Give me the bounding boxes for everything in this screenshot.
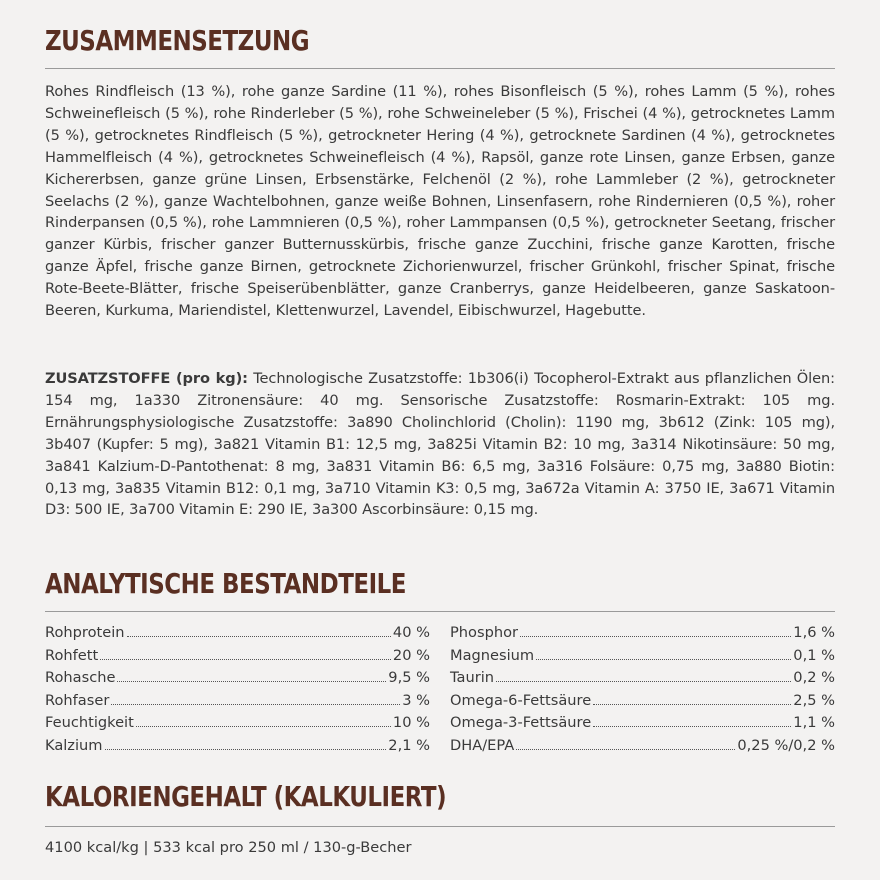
analytics-column-right: [450, 624, 835, 760]
analytics-value: 2,5 %: [793, 691, 835, 709]
dot-leader: [100, 659, 391, 660]
analytics-value: 10 %: [392, 714, 430, 732]
analytics-column-left: [45, 624, 430, 760]
analytics-row: [450, 669, 835, 692]
analytics-name: Omega-3-Fettsäure: [450, 714, 592, 732]
analytics-name: Kalzium: [45, 736, 103, 754]
composition-heading: ZUSAMMENSETZUNG: [45, 24, 310, 57]
dot-leader: [496, 681, 791, 682]
analytics-name: DHA/EPA: [450, 736, 515, 754]
analytics-name: Omega-6-Fettsäure: [450, 691, 592, 709]
analytics-heading: ANALYTISCHE BESTANDTEILE: [45, 567, 406, 600]
calories-heading: KALORIENGEHALT (KALKULIERT): [45, 780, 447, 813]
composition-divider: [45, 68, 835, 69]
analytics-row: [45, 647, 430, 670]
analytics-value: 0,25 %/0,2 %: [737, 736, 835, 754]
analytics-row: [45, 669, 430, 692]
analytics-row: [45, 624, 430, 647]
analytics-name: Phosphor: [450, 624, 519, 641]
analytics-row: [450, 647, 835, 670]
dot-leader: [593, 704, 791, 705]
analytics-row: [450, 624, 835, 647]
analytics-name: Rohprotein: [45, 624, 125, 641]
analytics-name: Taurin: [450, 669, 494, 687]
analytics-name: Rohfett: [45, 646, 99, 664]
analytics-row: [450, 692, 835, 715]
dot-leader: [105, 749, 387, 750]
analytics-row: [45, 692, 430, 715]
analytics-name: Feuchtigkeit: [45, 714, 134, 732]
analytics-value: 2,1 %: [388, 736, 430, 754]
analytics-value: 1,1 %: [793, 714, 835, 732]
calories-text: 4100 kcal/kg | 533 kcal pro 250 ml / 130-g-Becher: [45, 839, 412, 856]
analytics-value: 9,5 %: [388, 669, 430, 687]
analytics-name: Magnesium: [450, 646, 535, 664]
analytics-value: 3 %: [402, 691, 430, 709]
analytics-row: [45, 737, 430, 760]
analytics-value: 0,2 %: [793, 669, 835, 687]
dot-leader: [516, 749, 735, 750]
analytics-value: 20 %: [392, 646, 430, 664]
additives-label: ZUSATZSTOFFE (pro kg):: [45, 370, 248, 387]
analytics-row: [45, 714, 430, 737]
dot-leader: [127, 636, 391, 637]
analytics-value: 0,1 %: [793, 646, 835, 664]
dot-leader: [593, 726, 791, 727]
analytics-name: Rohasche: [45, 669, 116, 687]
analytics-row: [450, 714, 835, 737]
dot-leader: [117, 681, 386, 682]
additives-paragraph: [45, 368, 835, 521]
composition-text: Rohes Rindfleisch (13 %), rohe ganze Sardine (11 %), rohes Bisonfleisch (5 %), rohes Lamm (5 %), rohes Schweinefleisch (5 %), rohe Rinderleber (5 %), rohe Schweineleber (5 %), Frischei (4 %), getrocknetes Lamm (5 %), getrocknetes Rindfleisch (5 %), getrockneter Hering (4 %), getrocknete Sardinen (4 %), getrocknetes Hammelfleisch (4 %), getrocknetes Schweinefleisch (4 %), Rapsöl, ganze rote Linsen, ganze Erbsen, ganze Kichererbsen, ganze grüne Linsen, Erbsenstärke, Felchenöl (2 %), rohe Lammleber (2 %), getrockneter Seelachs (2 %), ganze Wachtelbohnen, ganze weiße Bohnen, Linsenfasern, rohe Rindernieren (0,5 %), roher Rinderpansen (0,5 %), rohe Lammnieren (0,5 %), roher Lammpansen (0,5 %), getrockneter Seetang, frischer ganzer Kürbis, frischer ganzer Butternusskürbis, frische ganze Zucchini, frische ganze Karotten, frische ganze Äpfel, frische ganze Birnen, getrocknete Zichorienwurzel, frischer Grünkohl, frischer Spinat, frische Rote-Beete-Blätter, frische Speiserübenblätter, ganze Cranberrys, ganze Heidelbeeren, ganze Saskatoon-Beeren, Kurkuma, Mariendistel, Klettenwurzel, Lavendel, Eibischwurzel, Hagebutte.: [45, 83, 835, 320]
dot-leader: [536, 659, 791, 660]
calories-divider: [45, 826, 835, 827]
analytics-row: [450, 737, 835, 760]
additives-text: Technologische Zusatzstoffe: 1b306(i) Tocopherol-Extrakt aus pflanzlichen Ölen: 154 mg, 1a330 Zitronensäure: 40 mg. Sensorische Zusatzstoffe: Rosmarin-Extrakt: 105 mg. Ernährungsphysiologische Zusatzstoffe: 3a890 Cholinchlorid (Cholin): 1190 mg, 3b612 (Zink: 105 mg), 3b407 (Kupfer: 5 mg), 3a821 Vitamin B1: 12,5 mg, 3a825i Vitamin B2: 10 mg, 3a314 Nikotinsäure: 50 mg, 3a841 Kalzium-D-Pantothenat: 8 mg, 3a831 Vitamin B6: 6,5 mg, 3a316 Folsäure: 0,75 mg, 3a880 Biotin: 0,13 mg, 3a835 Vitamin B12: 0,1 mg, 3a710 Vitamin K3: 0,5 mg, 3a672a Vitamin A: 3750 IE, 3a671 Vitamin D3: 500 IE, 3a700 Vitamin E: 290 IE, 3a300 Ascorbinsäure: 0,15 mg.: [45, 370, 835, 519]
analytics-value: 1,6 %: [793, 624, 835, 641]
dot-leader: [111, 704, 400, 705]
analytics-table: [45, 624, 835, 764]
dot-leader: [136, 726, 391, 727]
dot-leader: [520, 636, 791, 637]
analytics-divider: [45, 611, 835, 612]
analytics-value: 40 %: [392, 624, 430, 641]
analytics-name: Rohfaser: [45, 691, 110, 709]
